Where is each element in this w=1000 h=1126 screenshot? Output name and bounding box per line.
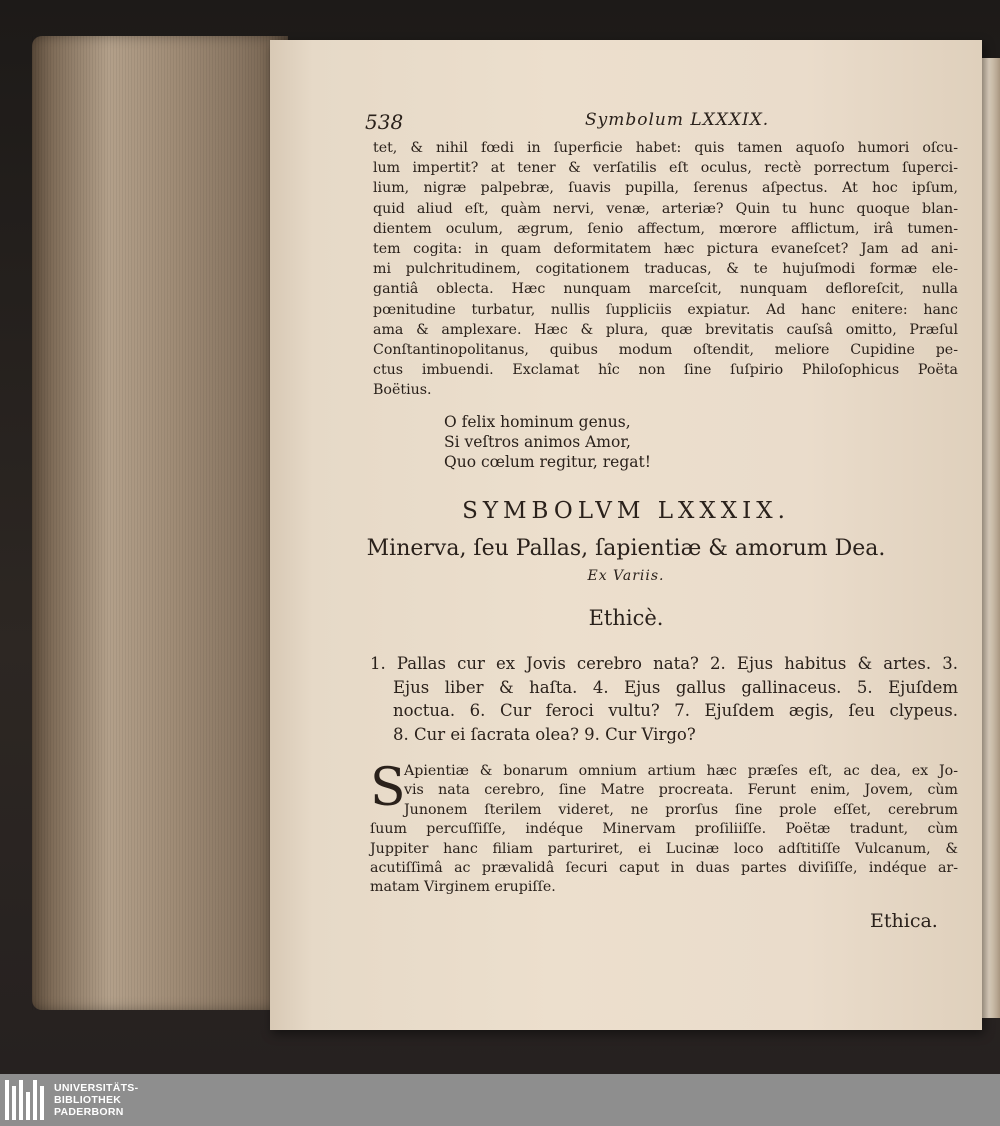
book-page: [270, 40, 982, 1030]
paragraph: [370, 758, 958, 898]
section-heading: Ethicè.: [588, 606, 664, 630]
running-head: Symbolum LXXXIX.: [585, 110, 770, 130]
catchword: Ethica.: [870, 910, 938, 932]
logo-line: BIBLIOTHEK: [54, 1094, 122, 1106]
verse-line: Quo cœlum regitur, regat!: [444, 453, 651, 471]
text-line: lum impertit? at tener & verſatilis eſt oculus, rectè porrectum ſuperci-: [373, 160, 958, 177]
logo-line: UNIVERSITÄTS-: [54, 1082, 139, 1094]
verse-line: O felix hominum genus,: [444, 413, 631, 431]
library-logo: [5, 1078, 138, 1122]
text-line: ctus imbuendi. Exclamat hîc non ſine ſuſpirio Philoſophicus Poëta: [373, 362, 958, 379]
text-line: pœnitudine turbatur, nullis ſuppliciis expiatur. Ad hanc enitere: hanc: [373, 301, 958, 318]
library-bars-icon: [5, 1080, 44, 1120]
text-line: Apientiæ & bonarum omnium artium hæc præſes eſt, ac dea, ex Jo-: [404, 763, 958, 779]
text-line: ama & amplexare. Hæc & plura, quæ brevitatis cauſsâ omitto, Præſul: [373, 321, 958, 338]
text-line: mi pulchritudinem, cogitationem traducas, & te hujuſmodi formæ ele-: [373, 261, 958, 278]
text-line: quid aliud eſt, quàm nervi, venæ, arteriæ? Quin tu hunc quoque blan-: [373, 200, 958, 217]
text-line: tem cogita: in quam deformitatem hæc pictura evaneſcet? Jam ad ani-: [373, 241, 958, 258]
question-line: 8. Cur ei ſacrata olea? 9. Cur Virgo?: [393, 724, 696, 744]
body-text: [373, 138, 958, 401]
text-line: Juppiter hanc filiam parturiret, ei Lucinæ loco adſtitiſſe Vulcanum, &: [370, 840, 958, 857]
footer-bar: [0, 1074, 1000, 1126]
question-line: noctua. 6. Cur feroci vultu? 7. Ejuſdem ægis, ſeu clypeus.: [393, 701, 958, 720]
logo-line: PADERBORN: [54, 1106, 124, 1118]
text-line: tet, & nihil fœdi in ſuperficie habet: quis tamen aquoſo humori oſcu-: [373, 140, 958, 156]
page-number: 538: [365, 110, 404, 134]
book-fore-edge: [32, 36, 288, 1010]
library-logo-text: [54, 1082, 138, 1118]
verse-line: Si veſtros animos Amor,: [444, 433, 631, 451]
text-line: lium, nigræ palpebræ, ſuavis pupilla, ſerenus aſpectus. At hoc ipſum,: [373, 180, 958, 197]
question-line: 1. Pallas cur ex Jovis cerebro nata? 2. Ejus habitus & artes. 3.: [370, 654, 958, 673]
text-line: gantiâ oblecta. Hæc nunquam marceſcit, nunquam defloreſcit, nulla: [373, 281, 958, 298]
text-line: Boëtius.: [373, 382, 432, 399]
symbol-title: SYMBOLVM LXXXIX.: [462, 498, 790, 524]
question-line: Ejus liber & haſta. 4. Ejus gallus gallinaceus. 5. Ejuſdem: [393, 677, 958, 697]
text-line: Junonem ſterilem videret, ne prorſus ſine prole eſſet, cerebrum: [404, 801, 958, 818]
text-line: dientem oculum, ægrum, ſenio affectum, mœrore afflictum, irâ tumen-: [373, 220, 958, 237]
source-note: Ex Variis.: [587, 568, 665, 584]
symbol-subtitle: Minerva, ſeu Pallas, ſapientiæ & amorum Dea.: [366, 536, 886, 561]
text-line: vis nata cerebro, ſine Matre procreata. Ferunt enim, Jovem, cùm: [404, 782, 958, 799]
text-line: acutiſſimâ ac prævalidâ ſecuri caput in duas partes diviſiſſe, indéque ar-: [370, 860, 958, 877]
text-line: ſuum percuſſiſſe, indéque Minervam proſiliiſſe. Poëtæ tradunt, cùm: [370, 821, 958, 838]
text-line: Conſtantinopolitanus, quibus modum oſtendit, meliore Cupidine pe-: [373, 342, 958, 359]
question-list: [370, 652, 958, 746]
verse-block: [444, 412, 651, 472]
drop-cap: S: [370, 758, 406, 818]
text-line: matam Virginem erupiſſe.: [370, 879, 556, 896]
